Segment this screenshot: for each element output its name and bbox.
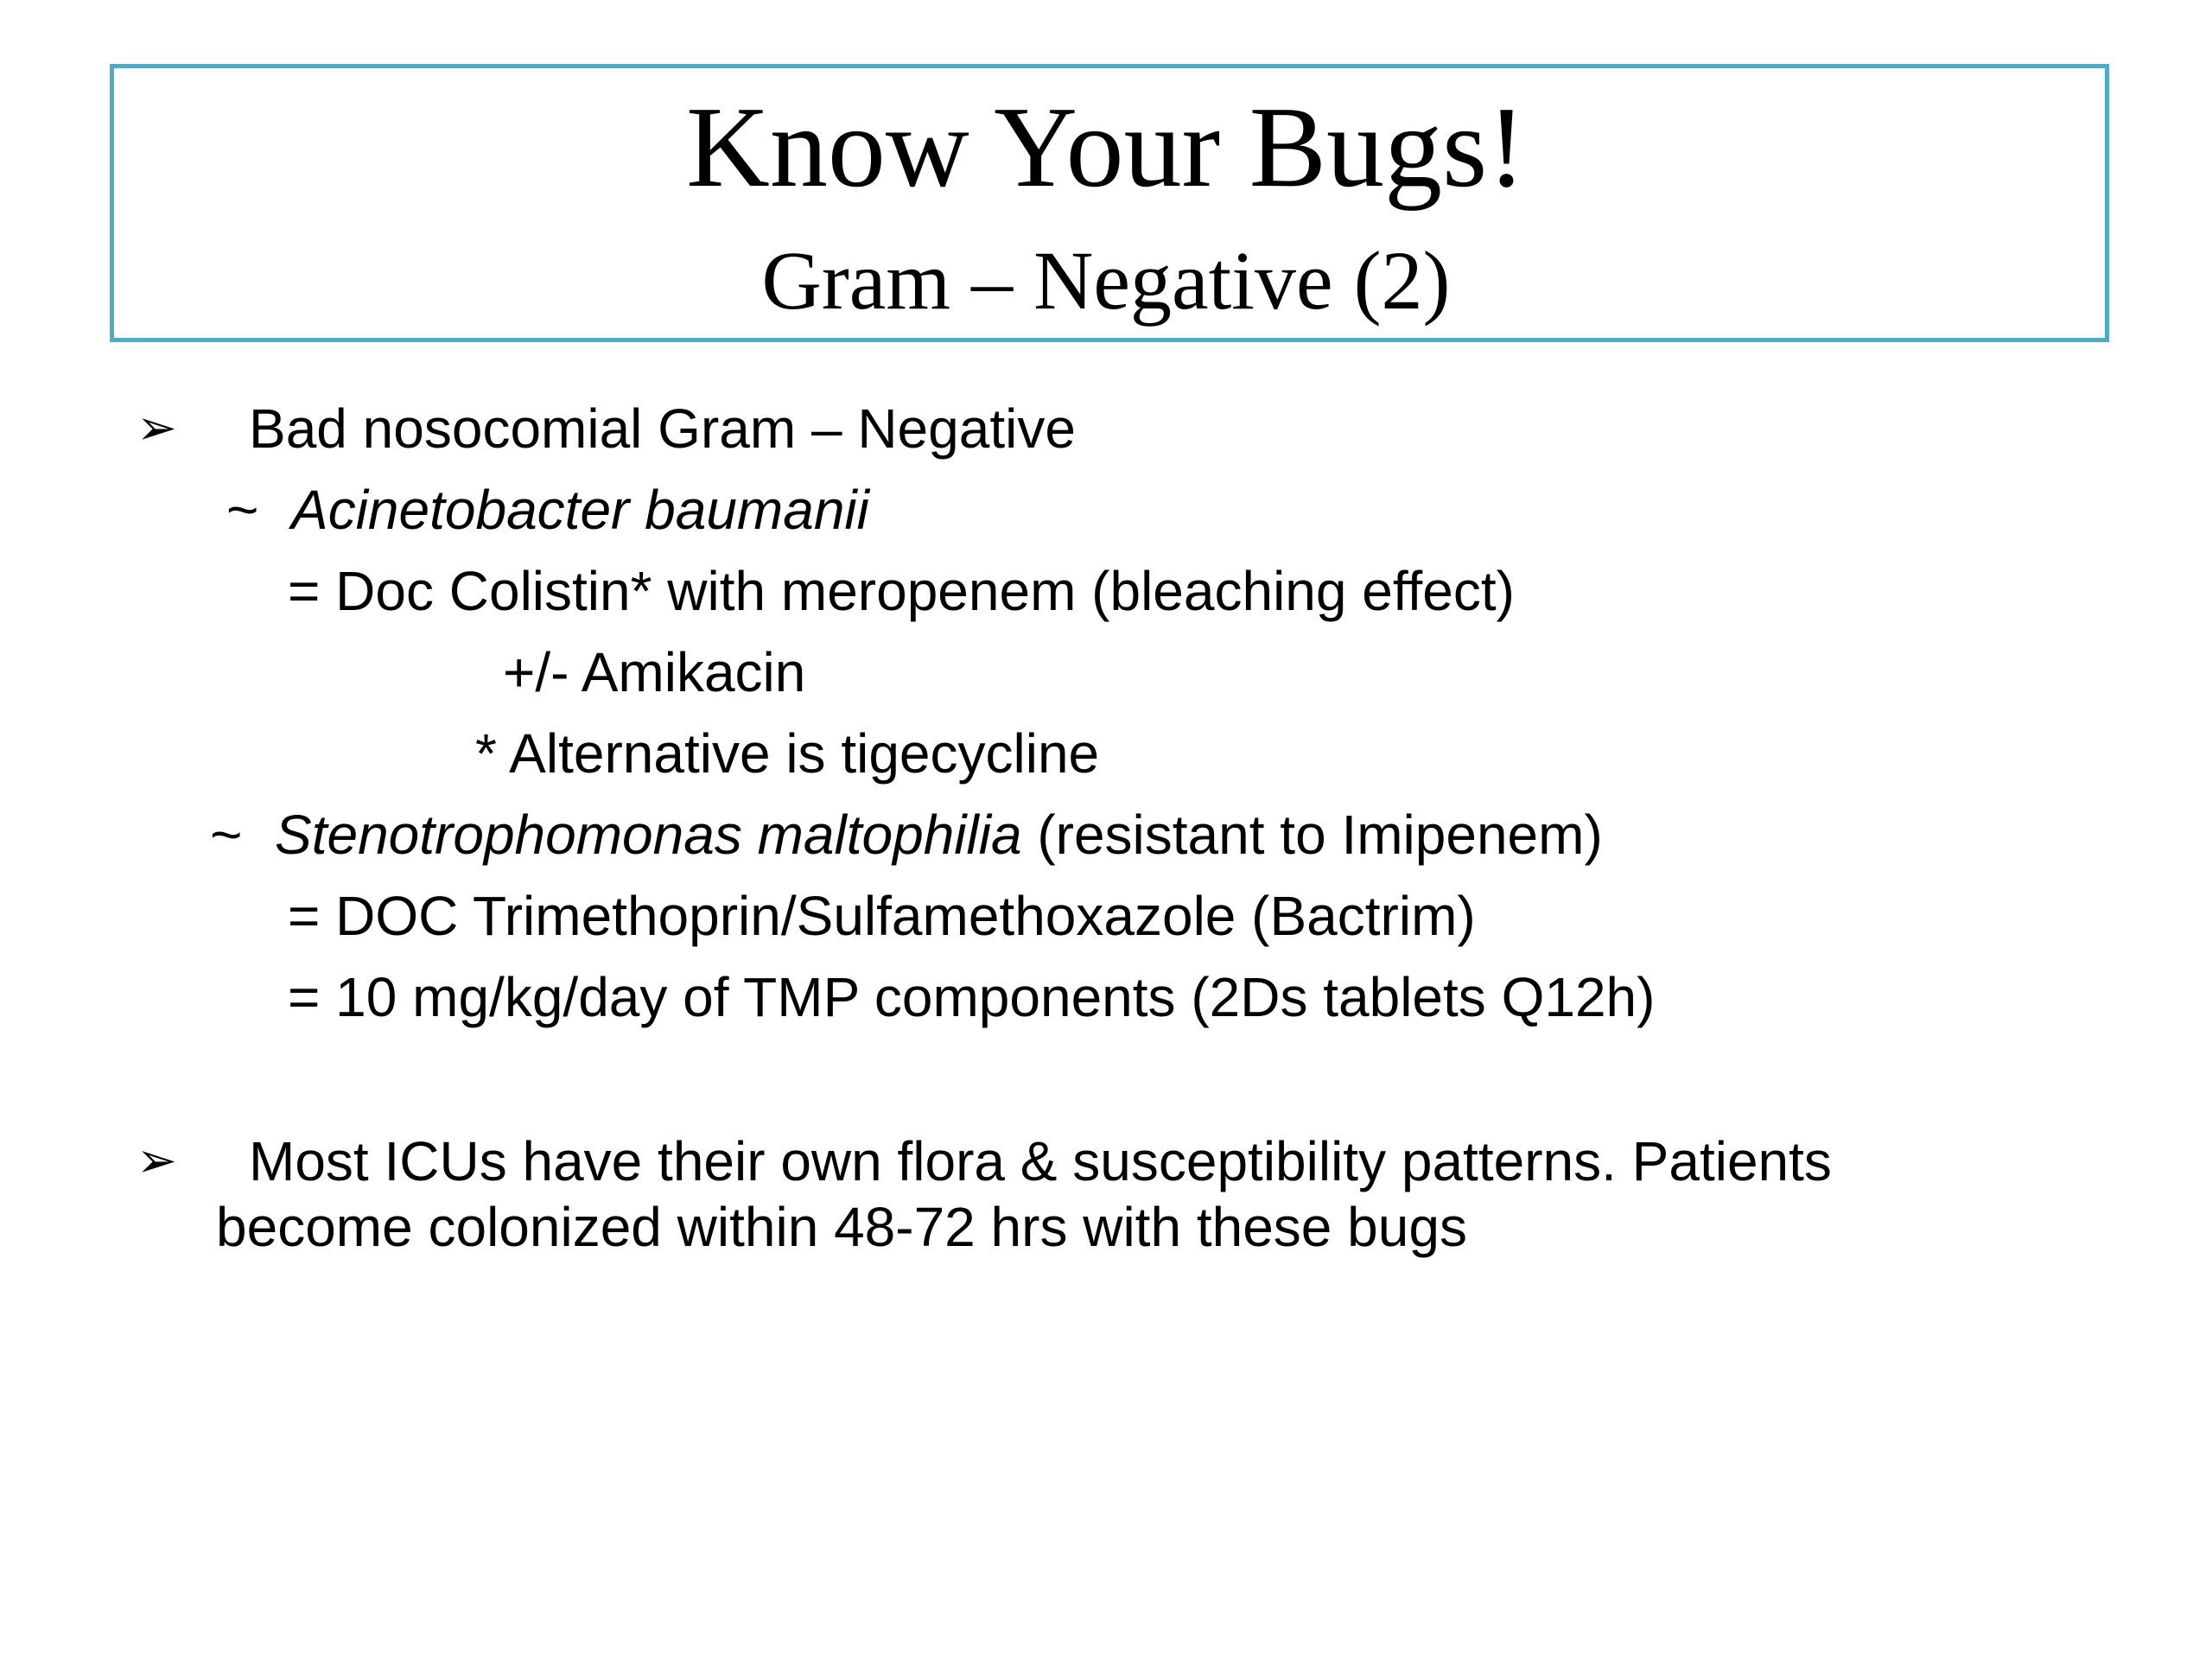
organism-note: (resistant to Imipenem) xyxy=(1021,804,1603,866)
organism-species: Acinetobacter baumanii xyxy=(291,479,869,541)
organism-marker: ~ xyxy=(210,804,243,866)
bullet-heading: Bad nosocomial Gram – Negative xyxy=(249,397,1076,460)
treatment-line: +/- Amikacin xyxy=(503,641,806,703)
organism-line xyxy=(275,802,1603,868)
treatment-line: = 10 mg/kg/day of TMP components (2Ds tablets Q12h) xyxy=(288,966,1656,1028)
treatment-note: * Alternative is tigecycline xyxy=(475,722,1100,785)
arrowhead-bullet-icon: ➢ xyxy=(137,1133,177,1187)
bullet-heading: Most ICUs have their own flora & susceptibility patterns. Patients xyxy=(249,1130,1832,1192)
slide-subtitle: Gram – Negative (2) xyxy=(761,234,1451,327)
treatment-line: = Doc Colistin* with meropenem (bleaching effect) xyxy=(288,560,1515,622)
slide-title: Know Your Bugs! xyxy=(686,83,1526,211)
organism-species: Stenotrophomonas maltophilia xyxy=(275,804,1022,866)
organism-marker: ~ xyxy=(226,479,259,541)
treatment-line: = DOC Trimethoprin/Sulfamethoxazole (Bactrim) xyxy=(288,885,1476,947)
bullet-continuation: become colonized within 48-72 hrs with these bugs xyxy=(216,1196,1467,1258)
arrowhead-bullet-icon: ➢ xyxy=(137,400,177,454)
